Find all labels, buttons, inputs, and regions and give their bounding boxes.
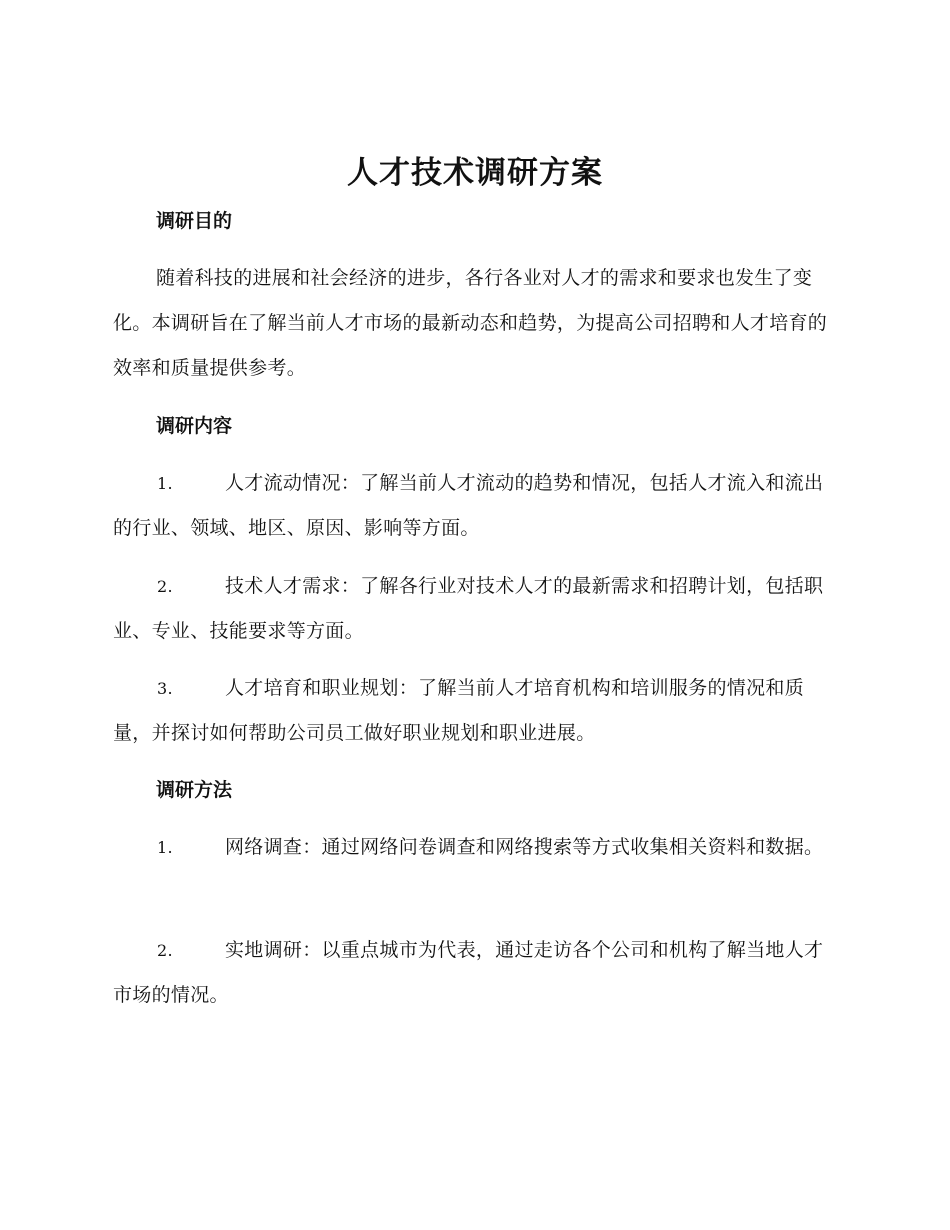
list-item-text: 技术人才需求：了解各行业对技术人才的最新需求和招聘计划，包括职业、专业、技能要求等方面。 <box>113 575 824 642</box>
list-item-text: 网络调查：通过网络问卷调查和网络搜索等方式收集相关资料和数据。 <box>225 836 824 858</box>
list-item-text: 实地调研：以重点城市为代表，通过走访各个公司和机构了解当地人才市场的情况。 <box>113 939 824 1006</box>
list-item <box>113 825 838 870</box>
list-item <box>113 928 838 1018</box>
section-paragraph-purpose: 随着科技的进展和社会经济的进步，各行各业对人才的需求和要求也发生了变化。本调研旨在了解当前人才市场的最新动态和趋势，为提高公司招聘和人才培育的效率和质量提供参考。 <box>113 267 828 379</box>
section-heading-content: 调研内容 <box>156 415 233 437</box>
list-item-number: 1. <box>157 838 173 857</box>
list-item-text: 人才流动情况：了解当前人才流动的趋势和情况，包括人才流入和流出的行业、领域、地区、原因、影响等方面。 <box>113 472 824 539</box>
list-item-number: 1. <box>157 474 173 493</box>
list-item <box>113 666 838 756</box>
section-heading-purpose: 调研目的 <box>156 210 233 232</box>
section-heading-method: 调研方法 <box>156 779 233 801</box>
list-item <box>113 564 838 654</box>
list-item-number: 2. <box>157 577 173 596</box>
list-item-number: 2. <box>157 941 173 960</box>
document-title: 人才技术调研方案 <box>347 155 603 191</box>
list-item <box>113 461 838 551</box>
list-item-text: 人才培育和职业规划：了解当前人才培育机构和培训服务的情况和质量，并探讨如何帮助公司员工做好职业规划和职业进展。 <box>113 677 805 744</box>
list-item-number: 3. <box>157 679 173 698</box>
